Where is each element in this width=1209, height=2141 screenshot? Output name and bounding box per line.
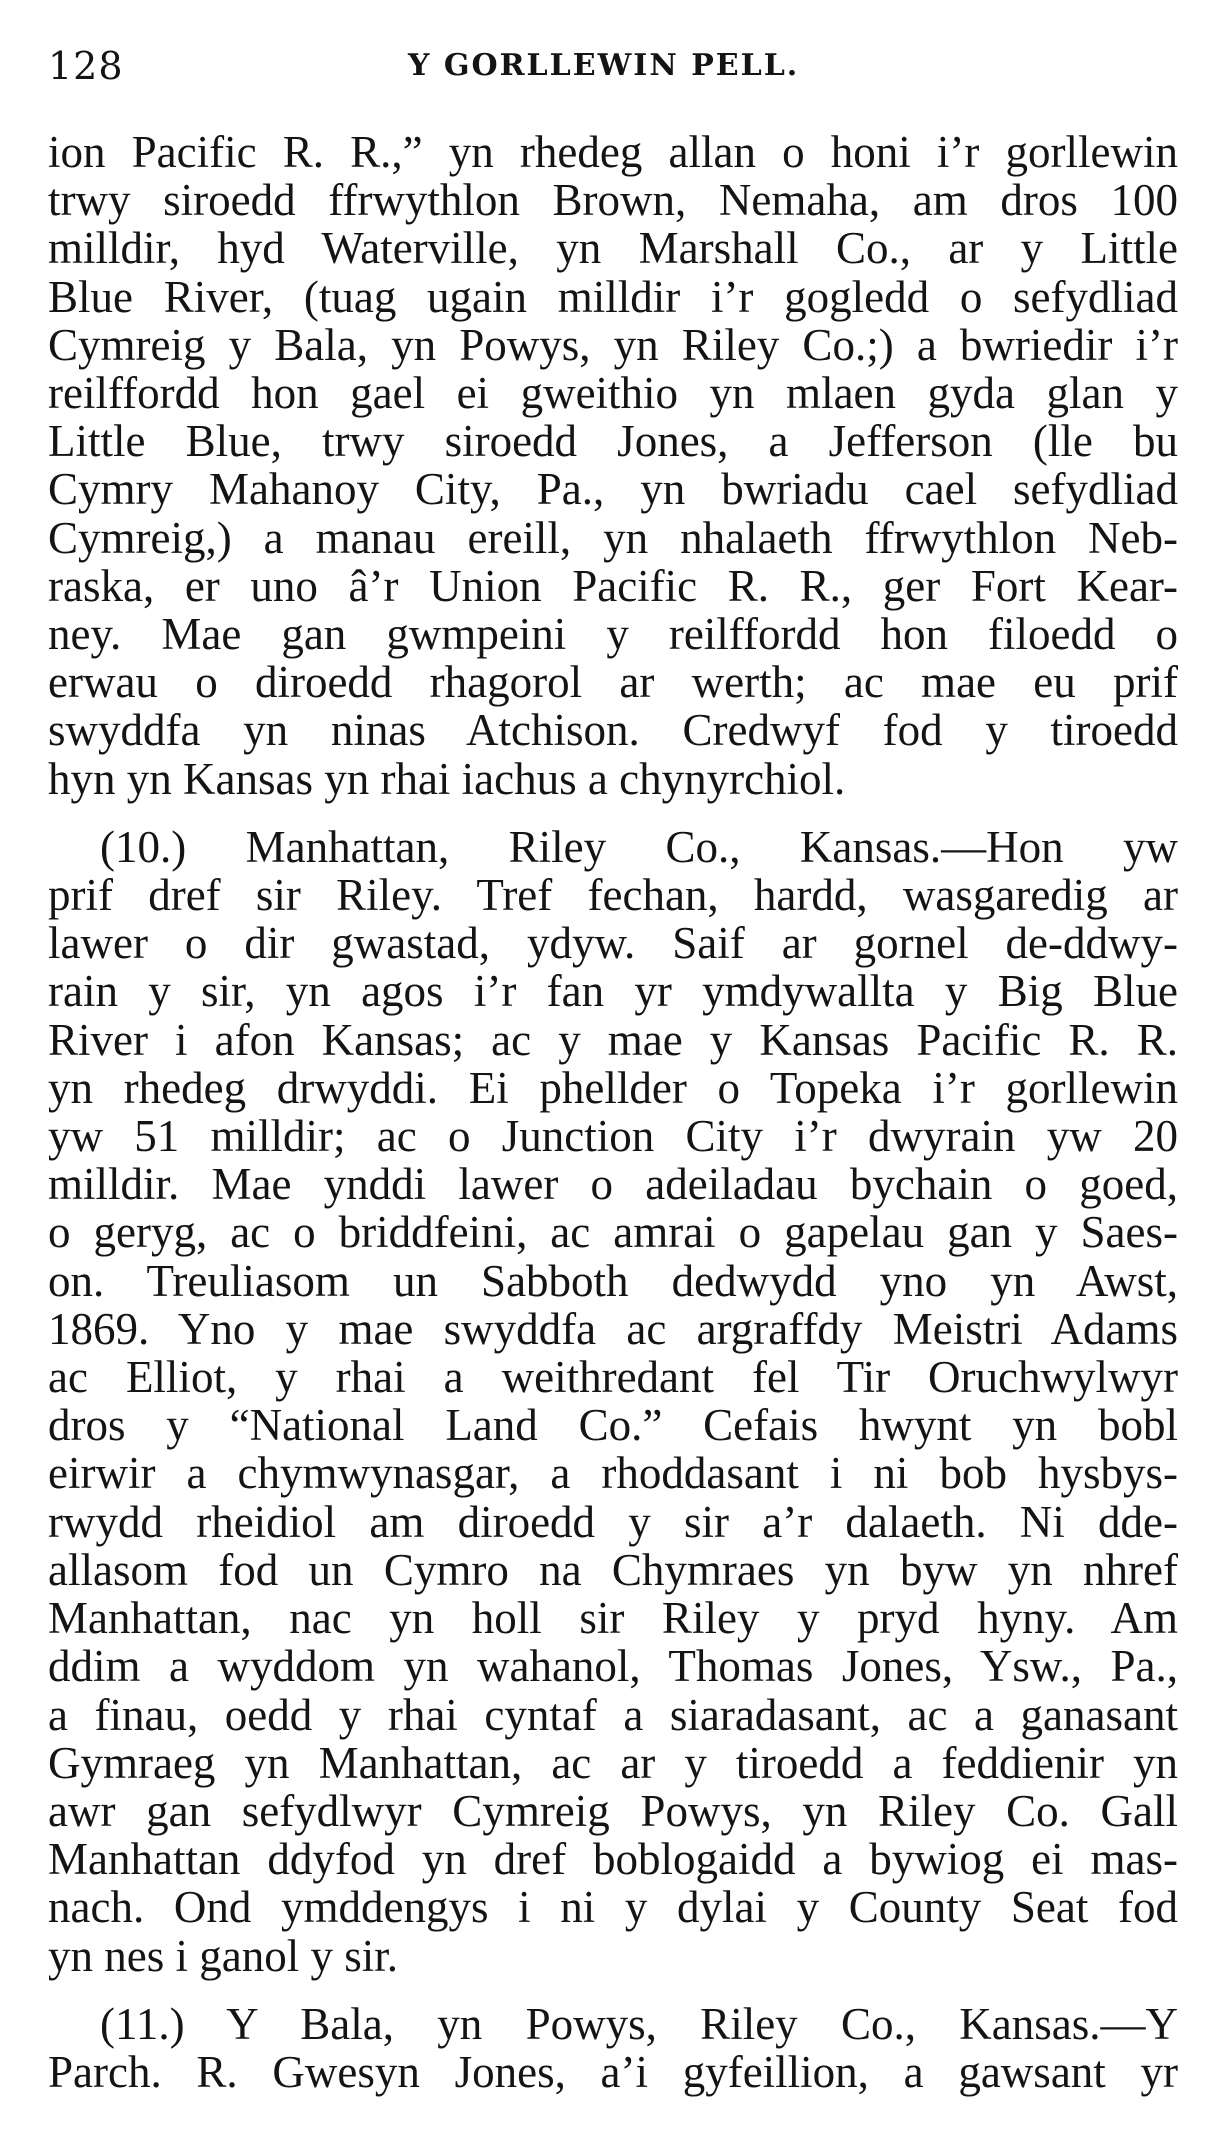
text-line: milldir, hyd Waterville, yn Marshall Co., ar y Little <box>48 223 1178 274</box>
text-line: milldir. Mae ynddi lawer o adeiladau bychain o goed, <box>48 1159 1178 1210</box>
text-line: awr gan sefydlwyr Cymreig Powys, yn Riley Co. Gall <box>48 1785 1178 1836</box>
text-line: reilffordd hon gael ei gweithio yn mlaen gyda glan y <box>48 368 1178 419</box>
text-line: allasom fod un Cymro na Chymraes yn byw yn nhref <box>48 1544 1178 1595</box>
text-line: eirwir a chymwynasgar, a rhoddasant i ni bob hysbys- <box>48 1448 1178 1499</box>
text-line: prif dref sir Riley. Tref fechan, hardd, wasgaredig ar <box>48 870 1178 921</box>
text-line: yw 51 milldir; ac o Junction City i’r dwyrain yw 20 <box>48 1111 1178 1162</box>
text-line: dros y “National Land Co.” Cefais hwynt yn bobl <box>48 1400 1178 1451</box>
text-line: swyddfa yn ninas Atchison. Credwyf fod y tiroedd <box>48 705 1178 756</box>
text-line: Cymreig y Bala, yn Powys, yn Riley Co.;) a bwriedir i’r <box>48 319 1178 370</box>
text-line: a finau, oedd y rhai cyntaf a siaradasant, ac a ganasant <box>48 1689 1178 1740</box>
paragraph-1 <box>48 128 1178 803</box>
text-line: yn rhedeg drwyddi. Ei phellder o Topeka i’r gorllewin <box>48 1062 1178 1113</box>
text-line: Cymry Mahanoy City, Pa., yn bwriadu cael sefydliad <box>48 464 1178 515</box>
paragraph-3 <box>48 2000 1178 2096</box>
text-line: on. Treuliasom un Sabboth dedwydd yno yn Awst, <box>48 1255 1178 1306</box>
text-line: ddim a wyddom yn wahanol, Thomas Jones, Ysw., Pa., <box>48 1641 1178 1692</box>
text-line: ney. Mae gan gwmpeini y reilffordd hon filoedd o <box>48 609 1178 660</box>
running-head <box>48 38 1178 98</box>
text-line: Gymraeg yn Manhattan, ac ar y tiroedd a feddienir yn <box>48 1737 1178 1788</box>
text-line: (11.) Y Bala, yn Powys, Riley Co., Kansas.—Y <box>100 1998 1178 2049</box>
text-line: Manhattan, nac yn holl sir Riley y pryd hyny. Am <box>48 1593 1178 1644</box>
text-line: o geryg, ac o briddfeini, ac amrai o gapelau gan y Saes- <box>48 1207 1178 1258</box>
text-line: ac Elliot, y rhai a weithredant fel Tir Oruchwylwyr <box>48 1352 1178 1403</box>
text-line: ion Pacific R. R.,” yn rhedeg allan o honi i’r gorllewin <box>48 127 1178 177</box>
text-line: Little Blue, trwy siroedd Jones, a Jefferson (lle bu <box>48 416 1178 467</box>
running-title: Y GORLLEWIN PELL. <box>408 48 800 83</box>
text-line: erwau o diroedd rhagorol ar werth; ac mae eu prif <box>48 657 1178 708</box>
text-line: trwy siroedd ffrwythlon Brown, Nemaha, am dros 100 <box>48 175 1178 226</box>
text-line: 1869. Yno y mae swyddfa ac argraffdy Meistri Adams <box>48 1303 1178 1354</box>
text-line: Manhattan ddyfod yn dref boblogaidd a bywiog ei mas- <box>48 1834 1178 1885</box>
text-line: nach. Ond ymddengys i ni y dylai y County Seat fod <box>48 1882 1178 1933</box>
text-line: River i afon Kansas; ac y mae y Kansas Pacific R. R. <box>48 1014 1178 1065</box>
text-line: Cymreig,) a manau ereill, yn nhalaeth ffrwythlon Neb- <box>48 512 1178 563</box>
text-line: rain y sir, yn agos i’r fan yr ymdywallta y Big Blue <box>48 966 1178 1017</box>
body-text <box>48 128 1178 2096</box>
text-line: hyn yn Kansas yn rhai iachus a chynyrchiol. <box>48 753 846 804</box>
text-line: yn nes i ganol y sir. <box>48 1930 398 1981</box>
page <box>48 38 1178 2096</box>
text-line: (10.) Manhattan, Riley Co., Kansas.—Hon yw <box>100 821 1178 872</box>
text-line: Blue River, (tuag ugain milldir i’r gogledd o sefydliad <box>48 271 1178 322</box>
page-number: 128 <box>48 44 124 88</box>
text-line: rwydd rheidiol am diroedd y sir a’r dalaeth. Ni dde- <box>48 1496 1178 1547</box>
text-line: raska, er uno â’r Union Pacific R. R., ger Fort Kear- <box>48 560 1178 611</box>
text-line: lawer o dir gwastad, ydyw. Saif ar gornel de-ddwy- <box>48 918 1178 969</box>
paragraph-2 <box>48 823 1178 1980</box>
text-line: Parch. R. Gwesyn Jones, a’i gyfeillion, a gawsant yr <box>48 2046 1178 2097</box>
